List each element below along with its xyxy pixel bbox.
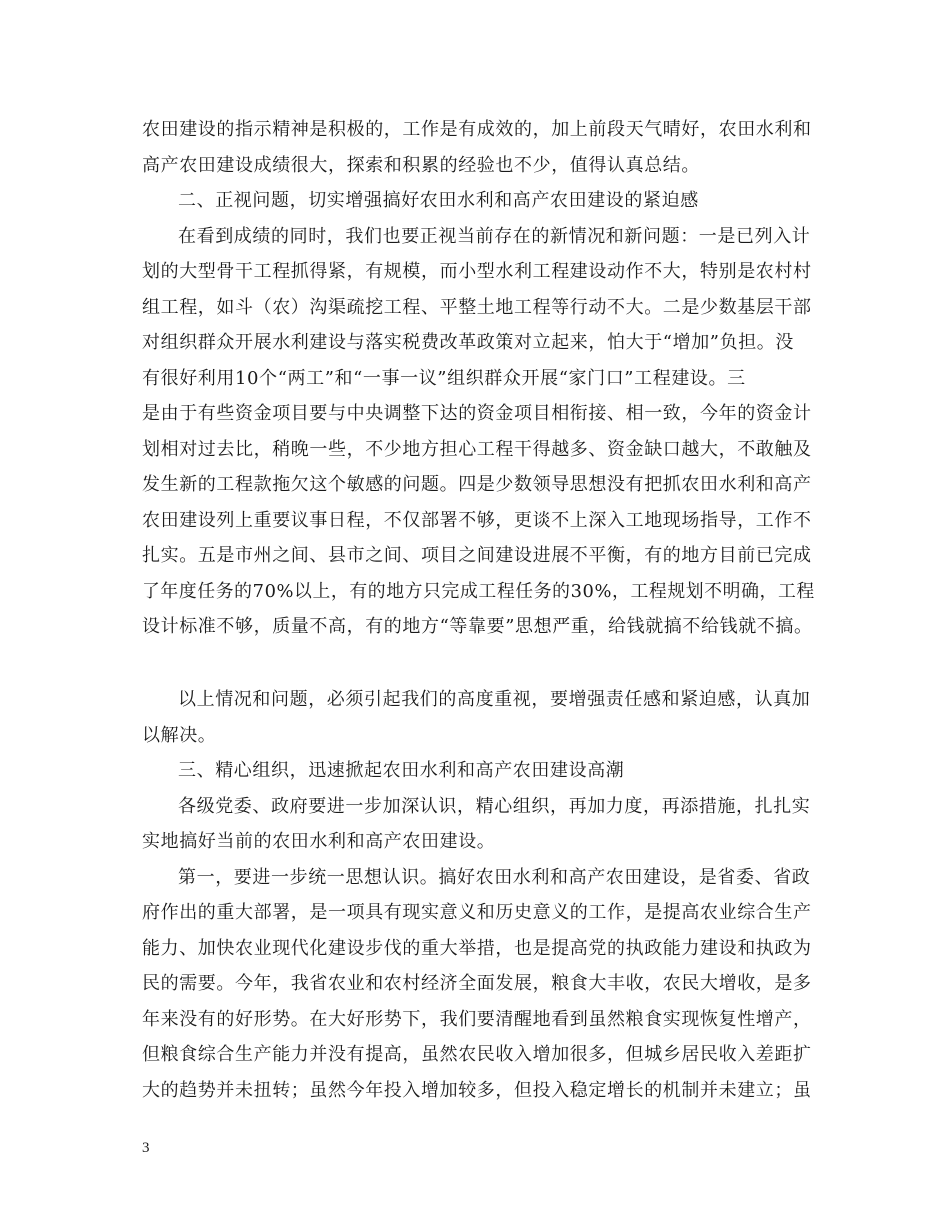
paragraph-line: 府作出的重大部署，是一项具有现实意义和历史意义的工作，是提高农业综合生产 [142, 902, 812, 923]
paragraph-line: 但粮食综合生产能力并没有提高，虽然农民收入增加很多，但城乡居民收入差距扩 [142, 1044, 812, 1065]
paragraph-line: 在看到成绩的同时，我们也要正视当前存在的新情况和新问题：一是已列入计 [178, 226, 811, 247]
paragraph-line: 设计标准不够，质量不高，有的地方“等靠要”思想严重，给钱就搞不给钱就不搞。 [142, 616, 813, 637]
paragraph-line: 以解决。 [142, 725, 217, 746]
paragraph-line: 以上情况和问题，必须引起我们的高度重视，要增强责任感和紧迫感，认真加 [178, 689, 811, 710]
paragraph-line: 组工程，如斗（农）沟渠疏挖工程、平整土地工程等行动不大。二是少数基层干部 [142, 297, 812, 318]
paragraph-line: 能力、加快农业现代化建设步伐的重大举措，也是提高党的执政能力建设和执政为 [142, 938, 812, 959]
paragraph-line: 对组织群众开展水利建设与落实税费改革政策对立起来，怕大于“增加”负担。没 [142, 332, 795, 353]
paragraph-line: 大的趋势并未扭转；虽然今年投入增加较多，但投入稳定增长的机制并未建立；虽 [142, 1080, 812, 1101]
paragraph-line: 农田建设的指示精神是积极的，工作是有成效的，加上前段天气晴好，农田水利和 [142, 119, 812, 140]
paragraph-line: 是由于有些资金项目要与中央调整下达的资金项目相衔接、相一致，今年的资金计 [142, 403, 812, 424]
paragraph-line: 第一，要进一步统一思想认识。搞好农田水利和高产农田建设，是省委、省政 [178, 867, 811, 888]
paragraph-line: 各级党委、政府要进一步加深认识，精心组织，再加力度，再添措施，扎扎实 [178, 796, 811, 817]
section-heading: 二、正视问题，切实增强搞好农田水利和高产农田建设的紧迫感 [178, 190, 699, 211]
paragraph-line: 了年度任务的70%以上，有的地方只完成工程任务的30%，工程规划不明确，工程 [142, 581, 815, 602]
paragraph-line: 扎实。五是市州之间、县市之间、项目之间建设进展不平衡，有的地方目前已完成 [142, 545, 812, 566]
paragraph-line: 划相对过去比，稍晚一些，不少地方担心工程干得越多、资金缺口越大，不敢触及 [142, 439, 812, 460]
paragraph-line: 高产农田建设成绩很大，探索和积累的经验也不少，值得认真总结。 [142, 155, 700, 176]
paragraph-line: 年来没有的好形势。在大好形势下，我们要清醒地看到虽然粮食实现恢复性增产， [142, 1009, 812, 1030]
paragraph-line: 民的需要。今年，我省农业和农村经济全面发展，粮食大丰收，农民大增收，是多 [142, 973, 812, 994]
paragraph-line: 发生新的工程款拖欠这个敏感的问题。四是少数领导思想没有把抓农田水利和高产 [142, 474, 812, 495]
section-heading: 三、精心组织，迅速掀起农田水利和高产农田建设高潮 [178, 760, 625, 781]
paragraph-line: 划的大型骨干工程抓得紧，有规模，而小型水利工程建设动作不大，特别是农村村 [142, 261, 812, 282]
paragraph-line: 实地搞好当前的农田水利和高产农田建设。 [142, 831, 496, 852]
paragraph-line: 有很好利用10个“两工”和“一事一议”组织群众开展“家门口”工程建设。三 [142, 368, 746, 389]
paragraph-line: 农田建设列上重要议事日程，不仅部署不够，更谈不上深入工地现场指导，工作不 [142, 510, 812, 531]
page-number: 3 [142, 1140, 150, 1156]
